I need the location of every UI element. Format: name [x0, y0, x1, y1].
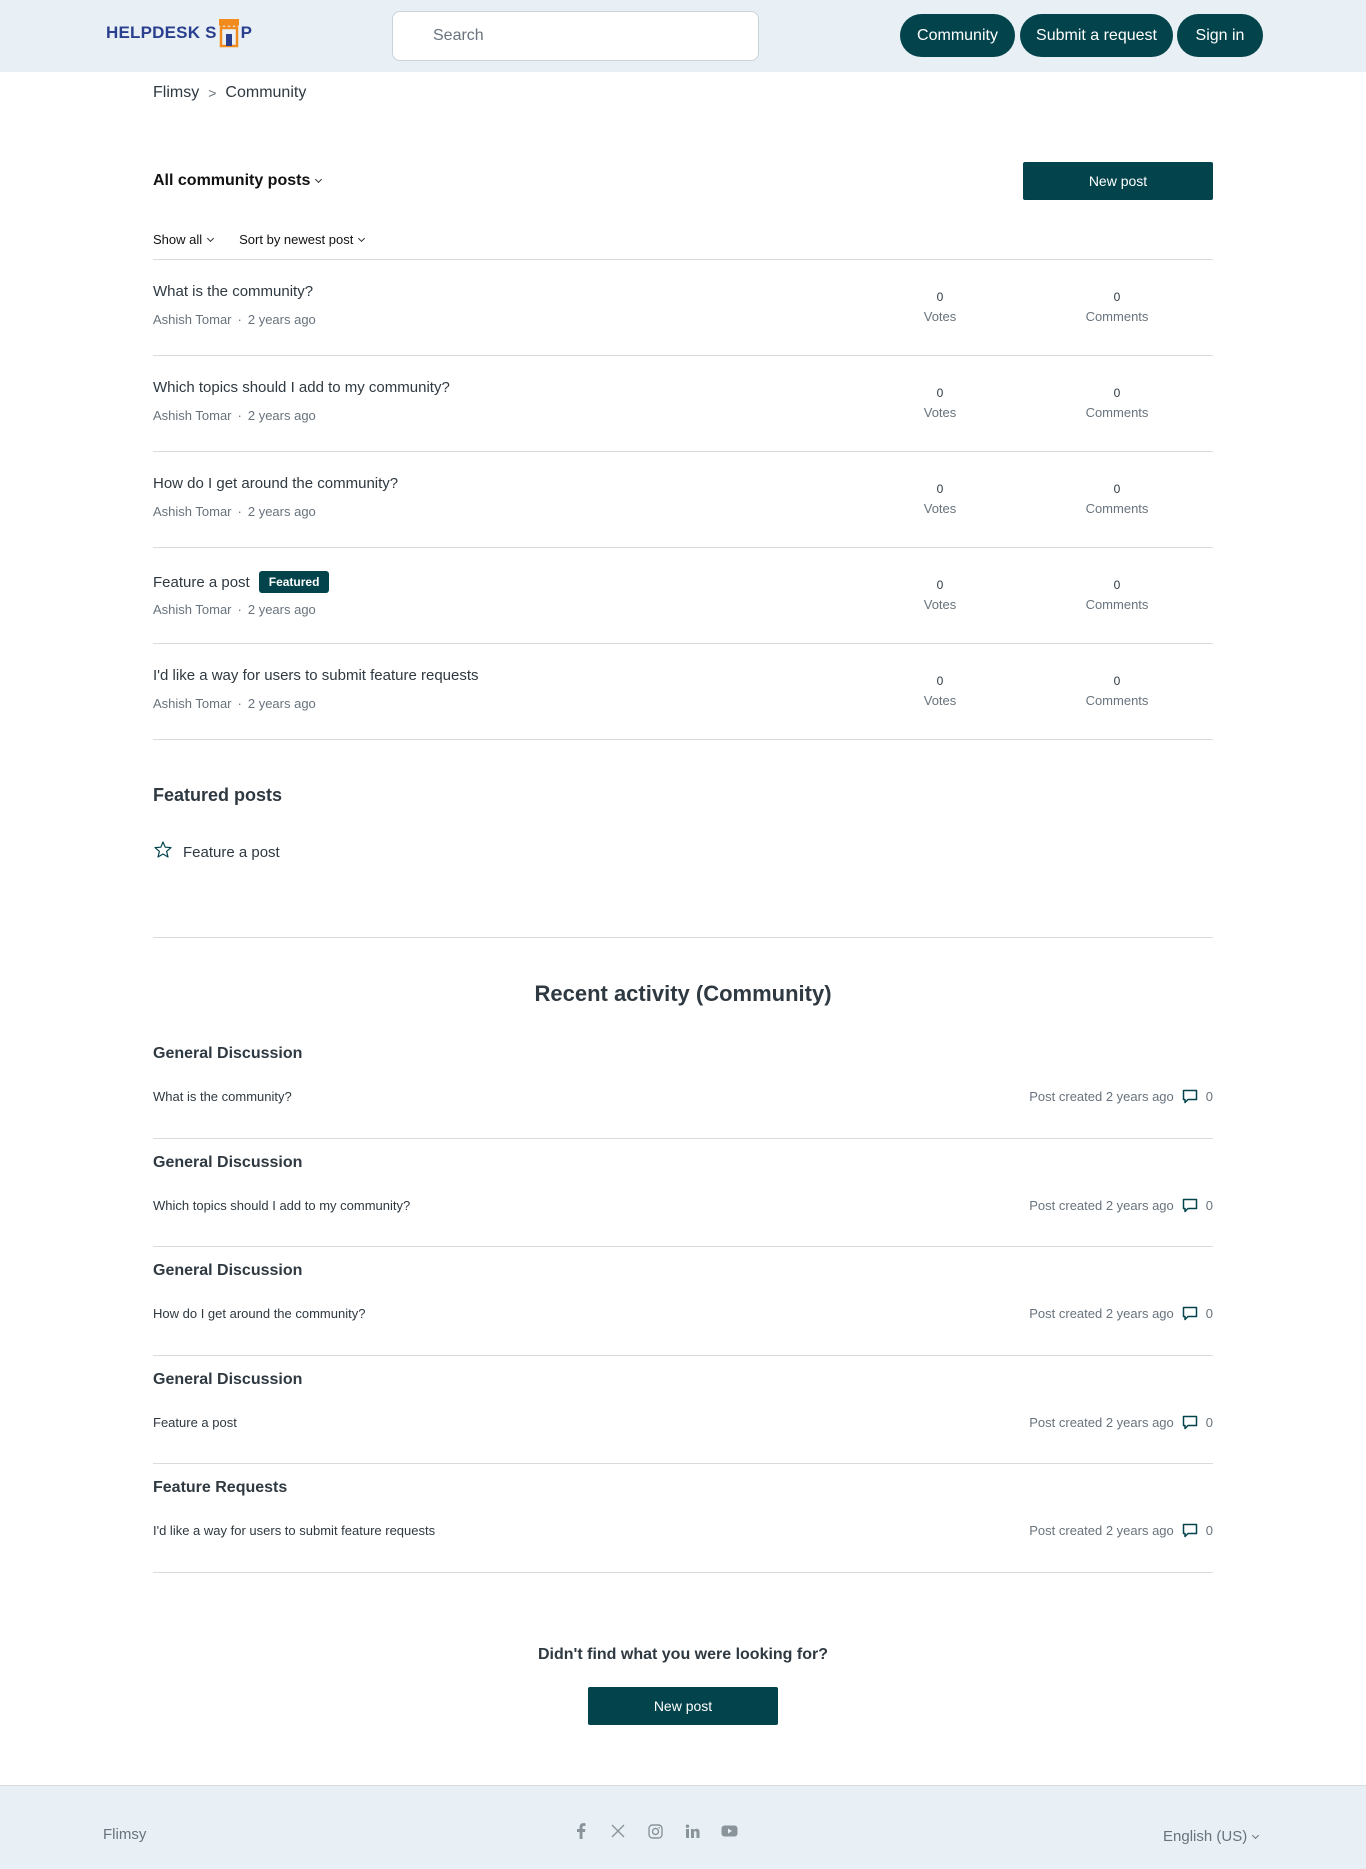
comment-count: 0	[1205, 1414, 1213, 1430]
activity-topic-link[interactable]: Feature Requests	[153, 1479, 288, 1496]
post-filters	[153, 232, 364, 247]
activity-post-link[interactable]: I'd like a way for users to submit feature requests	[153, 1523, 436, 1538]
activity-item	[153, 1030, 1213, 1139]
activity-meta	[1029, 1198, 1213, 1213]
new-post-button[interactable]	[1023, 162, 1213, 200]
post-meta: Ashish Tomar · 2 years ago	[153, 312, 316, 327]
featured-post-link[interactable]	[153, 840, 280, 864]
community-nav-label: Community	[917, 26, 998, 44]
post-author: Ashish Tomar	[153, 408, 232, 423]
comment-icon	[1182, 1523, 1198, 1538]
activity-meta	[1029, 1089, 1213, 1104]
post-time: 2 years ago	[247, 504, 316, 519]
sign-in-button[interactable]	[1177, 14, 1263, 57]
comments-stat	[1057, 386, 1177, 420]
logo-text-left: HELPDESK S	[106, 23, 217, 42]
votes-stat	[880, 674, 1000, 708]
all-posts-label: All community posts	[153, 172, 311, 189]
post-row	[153, 452, 1213, 548]
activity-meta-text: Post created 2 years ago	[1029, 1523, 1174, 1538]
facebook-icon[interactable]	[572, 1822, 590, 1840]
post-title: I'd like a way for users to submit feature requests	[153, 667, 479, 684]
comments-count: 0	[1113, 482, 1121, 496]
votes-count: 0	[936, 674, 944, 688]
votes-label: Votes	[923, 693, 957, 708]
new-post-label: New post	[1088, 173, 1148, 189]
activity-item	[153, 1464, 1213, 1573]
comments-count: 0	[1113, 290, 1121, 304]
activity-meta-text: Post created 2 years ago	[1029, 1089, 1174, 1104]
activity-list	[153, 1030, 1213, 1573]
activity-topic-link[interactable]: General Discussion	[153, 1370, 303, 1388]
comments-stat	[1057, 482, 1177, 516]
bottom-new-post-label: New post	[653, 1698, 713, 1714]
comments-count: 0	[1113, 386, 1121, 400]
votes-label: Votes	[923, 405, 957, 420]
activity-item	[153, 1247, 1213, 1356]
post-title-link[interactable]	[153, 667, 479, 684]
show-all-filter[interactable]	[153, 232, 213, 247]
comment-icon	[1182, 1089, 1198, 1104]
sort-filter[interactable]	[239, 232, 364, 247]
votes-count: 0	[936, 482, 944, 496]
featured-posts-title: Featured posts	[153, 785, 283, 805]
post-row	[153, 548, 1213, 644]
x-icon[interactable]	[609, 1822, 627, 1840]
post-title-link[interactable]	[153, 475, 398, 492]
featured-post-title: Feature a post	[183, 843, 280, 861]
section-divider	[153, 937, 1213, 938]
site-footer	[0, 1785, 1366, 1869]
activity-item	[153, 1139, 1213, 1248]
post-author: Ashish Tomar	[153, 696, 232, 711]
comments-stat	[1057, 578, 1177, 612]
votes-label: Votes	[923, 597, 957, 612]
post-meta: Ashish Tomar · 2 years ago	[153, 696, 316, 711]
comments-count: 0	[1113, 578, 1121, 592]
star-icon	[153, 840, 173, 864]
storefront-icon	[218, 18, 240, 48]
breadcrumb-separator: >	[208, 85, 217, 101]
votes-stat	[880, 578, 1000, 612]
activity-post-link[interactable]: How do I get around the community?	[153, 1306, 366, 1321]
post-time: 2 years ago	[247, 602, 316, 617]
posts-list	[153, 259, 1213, 740]
post-meta: Ashish Tomar · 2 years ago	[153, 504, 316, 519]
comment-count: 0	[1205, 1197, 1213, 1213]
community-nav-button[interactable]	[900, 14, 1015, 57]
sort-label: Sort by newest post	[239, 232, 354, 247]
bottom-new-post-button[interactable]	[588, 1687, 778, 1725]
votes-label: Votes	[923, 501, 957, 516]
comments-label: Comments	[1085, 501, 1149, 516]
post-title-link[interactable]	[153, 571, 329, 593]
post-time: 2 years ago	[247, 312, 316, 327]
all-posts-dropdown[interactable]	[153, 172, 321, 190]
votes-stat	[880, 290, 1000, 324]
activity-item	[153, 1356, 1213, 1465]
activity-meta	[1029, 1523, 1213, 1538]
votes-stat	[880, 482, 1000, 516]
search-input[interactable]	[392, 11, 759, 61]
post-row	[153, 356, 1213, 452]
comment-icon	[1182, 1306, 1198, 1321]
activity-meta-text: Post created 2 years ago	[1029, 1197, 1174, 1213]
post-time: 2 years ago	[247, 696, 316, 711]
breadcrumb-current[interactable]: Community	[225, 84, 307, 101]
post-author: Ashish Tomar	[153, 312, 232, 327]
activity-topic-link[interactable]: General Discussion	[153, 1153, 303, 1171]
activity-topic-link[interactable]: General Discussion	[153, 1045, 303, 1062]
helpdesk-shop-logo[interactable]	[106, 18, 252, 48]
post-title: Feature a post	[153, 573, 250, 591]
votes-count: 0	[936, 386, 944, 400]
social-links	[572, 1822, 738, 1840]
footer-brand-link[interactable]: Flimsy	[103, 1826, 147, 1843]
activity-post-link[interactable]: What is the community?	[153, 1089, 292, 1104]
chevron-down-icon	[1252, 1831, 1259, 1838]
activity-meta-text: Post created 2 years ago	[1029, 1414, 1174, 1430]
comment-count: 0	[1205, 1089, 1213, 1104]
post-row	[153, 260, 1213, 356]
post-title: Which topics should I add to my community?	[153, 379, 450, 396]
logo-text-right: P	[240, 23, 253, 42]
comments-count: 0	[1113, 674, 1121, 688]
votes-count: 0	[936, 290, 944, 304]
comment-icon	[1182, 1198, 1198, 1213]
language-label: English (US)	[1163, 1828, 1248, 1845]
post-title: What is the community?	[153, 283, 314, 300]
comments-label: Comments	[1085, 693, 1149, 708]
activity-meta-text: Post created 2 years ago	[1029, 1306, 1174, 1321]
language-selector[interactable]	[1163, 1828, 1258, 1845]
votes-label: Votes	[923, 309, 957, 324]
post-title-link[interactable]	[153, 283, 313, 300]
site-header	[0, 0, 1366, 72]
activity-post-link[interactable]: Feature a post	[153, 1414, 237, 1430]
votes-stat	[880, 386, 1000, 420]
comment-icon	[1182, 1415, 1198, 1430]
featured-badge: Featured	[259, 571, 330, 593]
instagram-icon[interactable]	[646, 1822, 664, 1840]
chevron-down-icon	[358, 234, 365, 241]
post-author: Ashish Tomar	[153, 602, 232, 617]
breadcrumb	[153, 84, 306, 102]
linkedin-icon[interactable]	[683, 1822, 701, 1840]
post-time: 2 years ago	[247, 408, 316, 423]
post-row	[153, 644, 1213, 740]
activity-post-link[interactable]: Which topics should I add to my community?	[153, 1197, 411, 1213]
comments-label: Comments	[1085, 597, 1149, 612]
comment-count: 0	[1205, 1306, 1213, 1321]
search-placeholder: Search	[433, 27, 484, 44]
post-title: How do I get around the community?	[153, 475, 399, 492]
submit-request-label: Submit a request	[1036, 26, 1157, 44]
activity-meta	[1029, 1415, 1213, 1430]
sign-in-label: Sign in	[1195, 26, 1245, 44]
votes-count: 0	[936, 578, 944, 592]
comment-count: 0	[1205, 1523, 1213, 1538]
post-title-link[interactable]	[153, 379, 450, 396]
post-author: Ashish Tomar	[153, 504, 232, 519]
post-meta: Ashish Tomar · 2 years ago	[153, 408, 316, 423]
chevron-down-icon	[315, 176, 322, 183]
breadcrumb-home[interactable]: Flimsy	[153, 84, 200, 101]
chevron-down-icon	[207, 234, 214, 241]
comments-stat	[1057, 674, 1177, 708]
submit-request-button[interactable]	[1020, 14, 1173, 57]
activity-topic-link[interactable]: General Discussion	[153, 1262, 303, 1279]
comments-label: Comments	[1085, 309, 1149, 324]
recent-activity-title: Recent activity (Community)	[534, 981, 832, 1006]
comments-label: Comments	[1085, 405, 1149, 420]
youtube-icon[interactable]	[720, 1822, 738, 1840]
post-meta: Ashish Tomar · 2 years ago	[153, 602, 316, 617]
not-found-question: Didn't find what you were looking for?	[537, 1646, 828, 1663]
show-all-label: Show all	[153, 232, 203, 247]
comments-stat	[1057, 290, 1177, 324]
activity-meta	[1029, 1306, 1213, 1321]
